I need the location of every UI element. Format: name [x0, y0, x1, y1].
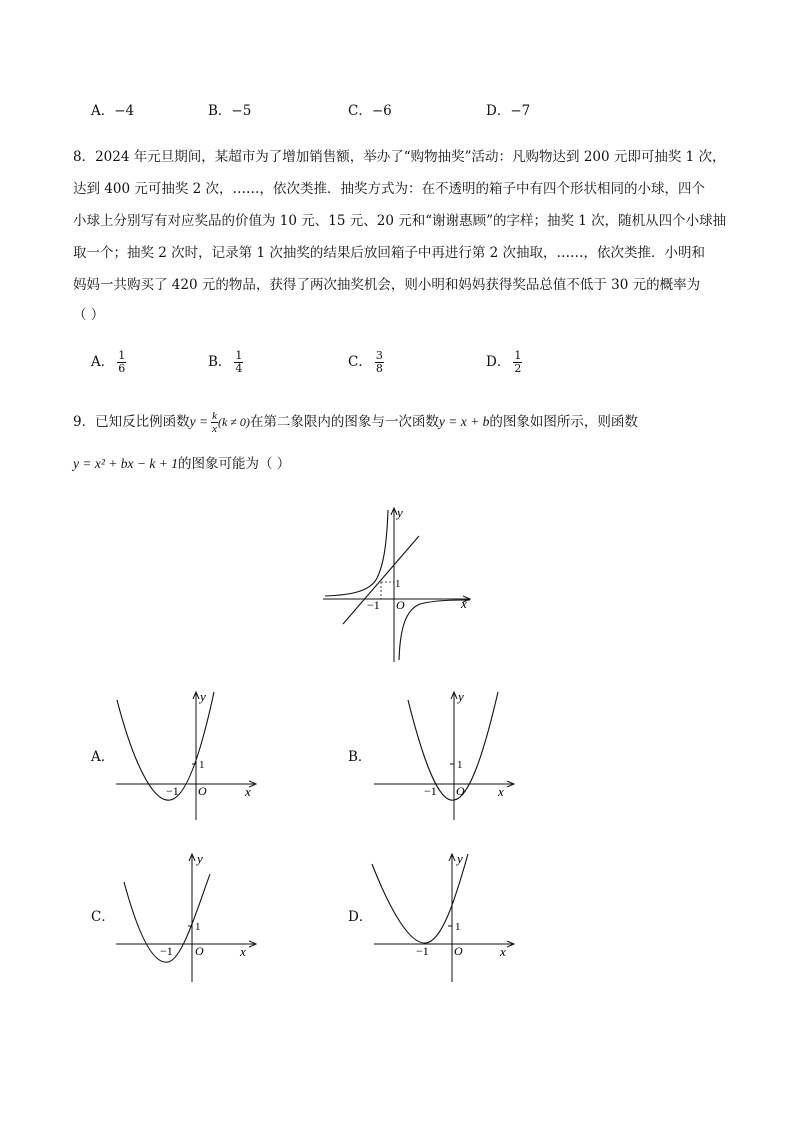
q8-option-a-fraction: [117, 350, 126, 375]
q8-option-c-letter: C．: [348, 354, 372, 370]
q8-option-c: [348, 350, 384, 375]
q9-inverse-eq-num: k: [212, 410, 217, 422]
q8-line-2: 达到 400 元可抽奖 2 次，……，依次类推．抽奖方式为：在不透明的箱子中有四个形状相同的小球，四个: [73, 181, 706, 197]
q9-end-text: 的图象如图所示，则函数: [489, 414, 638, 430]
linear-function-line: [343, 536, 419, 624]
q8-line-4: 取一个；抽奖 2 次时，记录第 1 次抽奖的结果后放回箱子中再进行第 2 次抽取，……，依次类推．小明和: [73, 245, 706, 261]
q9-inverse-eq-fraction: [211, 410, 218, 435]
q8-line-5: 妈妈一共购买了 420 元的物品，获得了两次抽奖机会，则小明和妈妈获得奖品总值不低于 30 元的概率为: [73, 277, 701, 293]
q8-option-b-letter: B．: [208, 354, 232, 370]
choice-d-letter: D．: [348, 909, 373, 925]
q9-line-2: [73, 455, 290, 473]
choice-a-graph: [112, 688, 262, 823]
origin-label: O: [456, 784, 465, 798]
q9-quadratic-eq: y = x² + bx − k + 1: [73, 456, 178, 471]
q8-option-d-letter: D．: [486, 354, 511, 370]
y-axis-label: y: [457, 851, 463, 866]
choice-b-graph: [370, 688, 520, 823]
neg-one-label: −1: [416, 944, 429, 958]
origin-label: O: [454, 944, 463, 958]
q8-line-1: 8．2024 年元旦期间，某超市为了增加销售额，举办了“购物抽奖”活动：凡购物达到 200 元即可抽奖 1 次，: [73, 149, 726, 165]
q8-option-c-fraction: [375, 350, 384, 375]
origin-label: O: [396, 598, 405, 612]
neg-one-label: −1: [160, 944, 173, 958]
hyperbola-branch-4th: [399, 600, 470, 660]
one-label: 1: [195, 921, 201, 933]
q9-mid-text: 在第二象限内的图象与一次函数: [249, 414, 439, 430]
q8-option-d: [486, 350, 522, 375]
x-axis-label: x: [461, 596, 467, 611]
one-label: 1: [199, 759, 205, 771]
one-label: 1: [395, 578, 401, 590]
y-axis-label: y: [197, 851, 203, 866]
x-axis-label: x: [498, 784, 504, 799]
neg-one-label: −1: [367, 598, 380, 612]
q9-inverse-eq-condition: (k ≠ 0): [217, 415, 250, 429]
q8-option-c-num: 3: [375, 349, 383, 362]
choice-b-letter: B．: [348, 749, 372, 765]
origin-label: O: [198, 784, 207, 798]
origin-label: O: [195, 944, 204, 958]
choice-c-letter: C．: [91, 909, 115, 925]
q8-option-a-letter: A．: [91, 354, 115, 370]
q7-option-b: B．−5: [208, 103, 252, 119]
q8-line-3: 小球上分别写有对应奖品的价值为 10 元、15 元、20 元和“谢谢惠顾”的字样；抽奖 1 次，随机从四个小球抽: [73, 213, 727, 229]
q9-linear-eq: y = x + b: [438, 414, 490, 429]
y-axis-label: y: [458, 689, 464, 704]
x-axis-label: x: [500, 944, 506, 959]
x-axis-label: x: [240, 944, 246, 959]
x-axis-label: x: [245, 784, 251, 799]
y-axis-label: y: [200, 689, 206, 704]
q8-option-b-den: 4: [235, 362, 243, 375]
q9-line-2-text: 的图象可能为（ ）: [177, 456, 291, 472]
q8-option-b-fraction: [234, 350, 243, 375]
q9-line-1: [73, 410, 638, 435]
q8-option-b-num: 1: [235, 349, 243, 362]
q8-option-a: [91, 350, 126, 375]
one-label: 1: [455, 921, 461, 933]
q9-intro-text: 9．已知反比例函数: [73, 414, 190, 430]
q8-option-d-den: 2: [514, 362, 522, 375]
q8-option-a-num: 1: [118, 349, 126, 362]
q8-option-d-fraction: [513, 350, 522, 375]
choice-c-graph: [112, 850, 262, 985]
y-axis-label: y: [397, 505, 403, 520]
q7-option-d: D．−7: [486, 103, 531, 119]
q7-option-a: A．−4: [91, 103, 135, 119]
q8-option-b: [208, 350, 243, 375]
neg-one-label: −1: [424, 784, 437, 798]
choice-a-letter: A．: [91, 749, 115, 765]
neg-one-label: −1: [166, 784, 179, 798]
one-label: 1: [457, 759, 463, 771]
q9-main-graph: [315, 500, 480, 665]
q8-option-d-num: 1: [514, 349, 522, 362]
parabola: [372, 854, 468, 943]
q9-inverse-eq-den: x: [212, 423, 217, 435]
q7-option-c: C．−6: [348, 103, 392, 119]
q8-option-a-den: 6: [118, 362, 126, 375]
choice-d-graph: [370, 850, 520, 985]
q9-inverse-eq-lhs: y =: [189, 414, 209, 429]
q8-line-6: （ ）: [73, 307, 105, 323]
q8-option-c-den: 8: [375, 362, 383, 375]
